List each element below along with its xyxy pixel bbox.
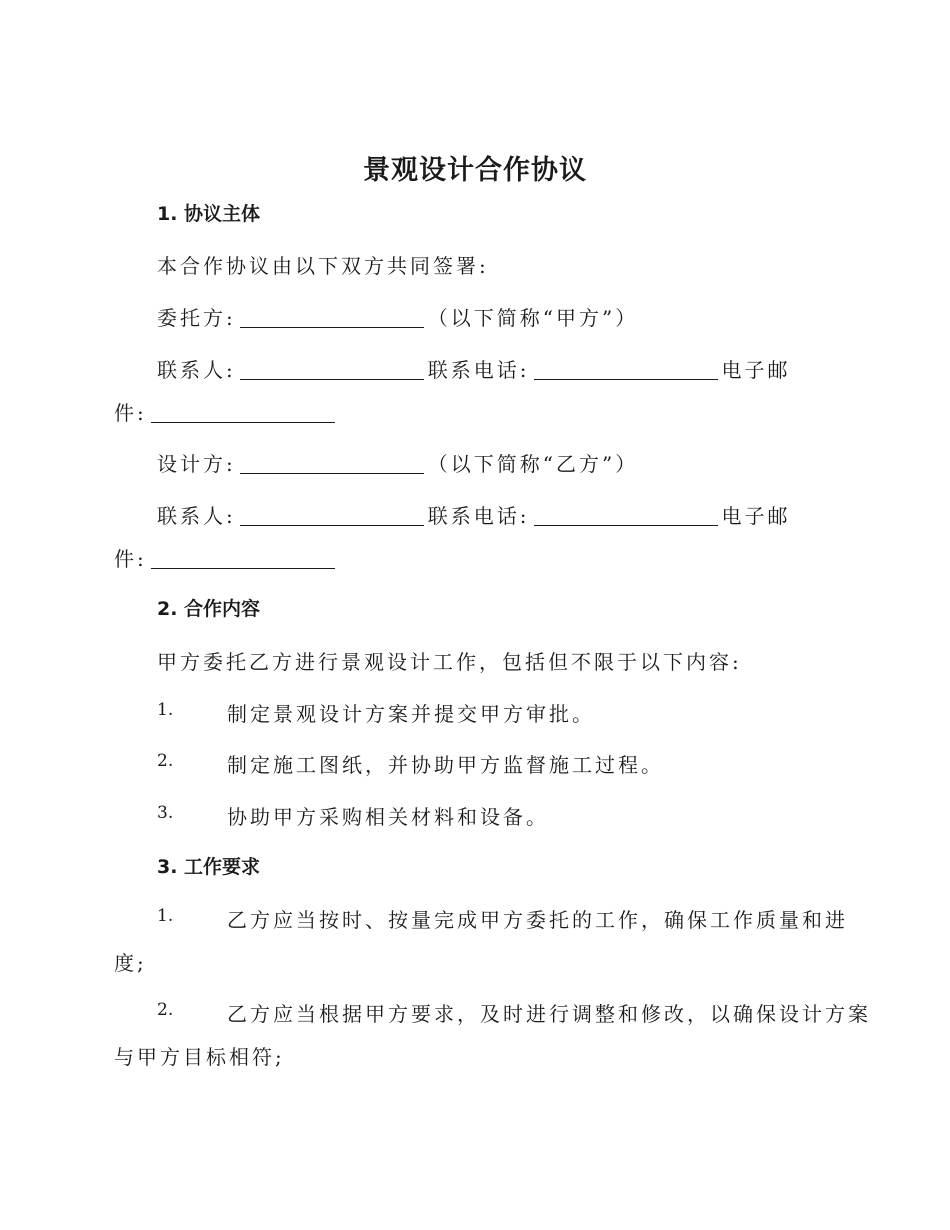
phone-label: 联系电话: (427, 358, 530, 382)
list-item-number: 3. (157, 803, 174, 823)
client-blank (240, 309, 424, 328)
client-alias: （以下简称“甲方”） (427, 306, 639, 330)
email-blank (151, 404, 335, 423)
client-contact-line (157, 354, 791, 383)
contact-blank (240, 361, 424, 380)
phone-blank (534, 507, 718, 526)
list-item-number: 2. (157, 751, 174, 771)
client-line (157, 302, 638, 331)
email-label: 电子邮 (721, 358, 791, 382)
list-item-number: 1. (157, 906, 174, 926)
email-label: 电子邮 (721, 504, 791, 528)
list-item-continuation: 度; (114, 951, 147, 975)
contact-blank (240, 507, 424, 526)
list-item-number: 1. (157, 700, 174, 720)
client-label: 委托方: (157, 306, 236, 330)
phone-blank (534, 361, 718, 380)
list-item-continuation: 与甲方目标相符; (114, 1045, 285, 1069)
list-item-number: 2. (157, 1000, 174, 1020)
email-label-cont: 件: (114, 401, 147, 425)
phone-label: 联系电话: (427, 504, 530, 528)
section-2-intro: 甲方委托乙方进行景观设计工作，包括但不限于以下内容: (157, 650, 742, 674)
list-item-text: 协助甲方采购相关材料和设备。 (227, 805, 549, 829)
designer-line (157, 448, 638, 477)
designer-blank (240, 455, 424, 474)
section-1-intro: 本合作协议由以下双方共同签署: (157, 254, 489, 278)
designer-label: 设计方: (157, 452, 236, 476)
designer-alias: （以下简称“乙方”） (427, 452, 639, 476)
list-item-text: 乙方应当根据甲方要求，及时进行调整和修改，以确保设计方案 (227, 1002, 871, 1026)
designer-contact-line (157, 500, 791, 529)
section-2-heading: 2. 合作内容 (157, 598, 261, 620)
designer-email-line (114, 543, 339, 572)
list-item-text: 制定景观设计方案并提交甲方审批。 (227, 702, 595, 726)
email-label-cont: 件: (114, 547, 147, 571)
section-3-heading: 3. 工作要求 (157, 856, 261, 878)
email-blank (151, 550, 335, 569)
contact-label: 联系人: (157, 504, 236, 528)
list-item-text: 制定施工图纸，并协助甲方监督施工过程。 (227, 753, 664, 777)
section-1-heading: 1. 协议主体 (157, 203, 261, 225)
list-item-text: 乙方应当按时、按量完成甲方委托的工作，确保工作质量和进 (227, 908, 848, 932)
client-email-line (114, 397, 339, 426)
document-title: 景观设计合作协议 (363, 155, 587, 186)
contact-label: 联系人: (157, 358, 236, 382)
